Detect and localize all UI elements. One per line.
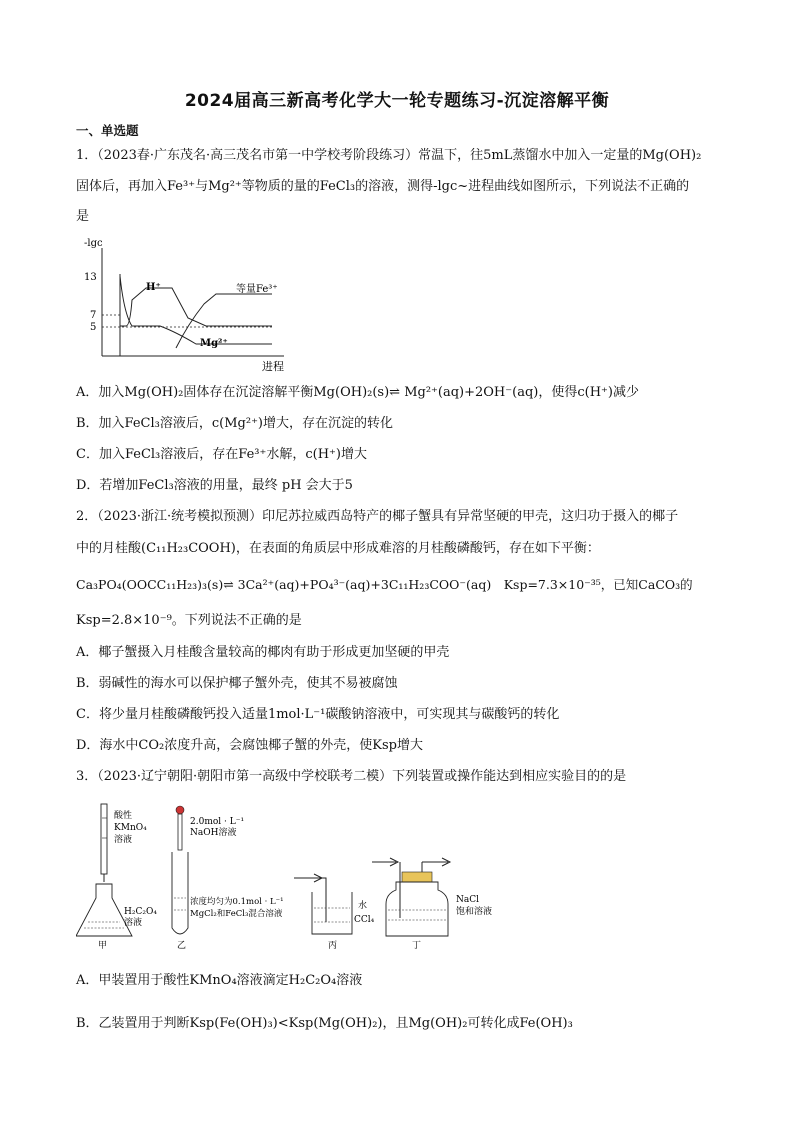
- q1-option-c: C．加入FeCl₃溶液后，存在Fe³⁺水解，c(H⁺)增大: [76, 447, 367, 462]
- q3-option-b: B．乙装置用于判断Ksp(Fe(OH)₃)<Ksp(Mg(OH)₂)，且Mg(OH)₂可转化成Fe(OH)₃: [76, 1016, 573, 1031]
- q2-stem-line4: Ksp=2.8×10⁻⁹。下列说法不正确的是: [76, 613, 302, 628]
- ding-label-2: 饱和溶液: [456, 907, 493, 917]
- bing-label-1: 水: [358, 901, 368, 911]
- jia-label-5: 溶液: [124, 918, 143, 928]
- chart-xlabel: 进程: [262, 360, 284, 373]
- label-mg: Mg²⁺: [200, 338, 228, 349]
- q1-option-d: D．若增加FeCl₃溶液的用量，最终 pH 会大于5: [76, 478, 353, 493]
- jia-label-1: 酸性: [114, 811, 133, 821]
- q3-stem-line1: 3．（2023·辽宁朝阳·朝阳市第一高级中学校联考二模）下列装置或操作能达到相应实验目的的是: [76, 769, 627, 784]
- yi-label-3: 浓度均匀为0.1mol · L⁻¹: [190, 897, 284, 907]
- chart-ylabel: -lgc: [84, 238, 103, 249]
- bing-name: 丙: [328, 941, 338, 950]
- q2-option-d: D．海水中CO₂浓度升高，会腐蚀椰子蟹的外壳，使Ksp增大: [76, 738, 423, 753]
- apparatus-bing: [294, 874, 375, 950]
- yi-name: 乙: [177, 941, 187, 950]
- yi-label-4: MgCl₂和FeCl₃混合溶液: [190, 909, 283, 919]
- ding-label-1: NaCl: [456, 895, 480, 905]
- q1-option-b: B．加入FeCl₃溶液后，c(Mg²⁺)增大，存在沉淀的转化: [76, 416, 394, 431]
- jia-label-3: 溶液: [114, 835, 133, 845]
- apparatus-jia: [76, 804, 157, 950]
- q2-stem-line3: Ca₃PO₄(OOCC₁₁H₂₃)₃(s)⇌ 3Ca²⁺(aq)+PO₄³⁻(aq)+3C₁₁H₂₃COO⁻(aq) Ksp=7.3×10⁻³⁵，已知CaCO₃的: [76, 577, 693, 592]
- apparatus-yi: [172, 806, 284, 950]
- jia-label-4: H₂C₂O₄: [124, 907, 157, 917]
- jia-name: 甲: [98, 941, 108, 950]
- label-fe: 等量Fe³⁺: [236, 284, 278, 295]
- q1-stem-line1: 1．（2023春·广东茂名·高三茂名市第一中学校考阶段练习）常温下，往5mL蒸馏水中加入一定量的Mg(OH)₂: [76, 148, 702, 163]
- q2-stem-line2: 中的月桂酸(C₁₁H₂₃COOH)，在表面的角质层中形成难溶的月桂酸磷酸钙，存在如下平衡：: [76, 541, 600, 556]
- q2-option-b: B．弱碱性的海水可以保护椰子蟹外壳，使其不易被腐蚀: [76, 676, 398, 691]
- bing-label-2: CCl₄: [354, 915, 375, 925]
- q1-option-a: A．加入Mg(OH)₂固体存在沉淀溶解平衡Mg(OH)₂(s)⇌ Mg²⁺(aq)+2OH⁻(aq)，使得c(H⁺)减少: [76, 385, 639, 400]
- ytick-7: 7: [90, 310, 97, 321]
- ytick-13: 13: [84, 272, 97, 283]
- section-heading: 一、单选题: [76, 123, 139, 138]
- label-h: H⁺: [146, 282, 161, 293]
- apparatus-ding: [372, 858, 492, 950]
- yi-label-1: 2.0mol · L⁻¹: [190, 817, 245, 827]
- jia-label-2: KMnO₄: [114, 823, 147, 833]
- q1-stem-line2: 固体后，再加入Fe³⁺与Mg²⁺等物质的量的FeCl₃的溶液，测得-lgc~进程曲线如图所示，下列说法不正确的: [76, 179, 690, 194]
- page-title: 2024届高三新高考化学大一轮专题练习-沉淀溶解平衡: [184, 91, 610, 111]
- ding-name: 丁: [412, 941, 422, 950]
- q2-option-a: A．椰子蟹摄入月桂酸含量较高的椰肉有助于形成更加坚硬的甲壳: [76, 645, 450, 660]
- q1-stem-line3: 是: [76, 209, 90, 224]
- q2-option-c: C．将少量月桂酸磷酸钙投入适量1mol·L⁻¹碳酸钠溶液中，可实现其与碳酸钙的转化: [76, 707, 560, 722]
- q3-option-a: A．甲装置用于酸性KMnO₄溶液滴定H₂C₂O₄溶液: [76, 973, 363, 988]
- q3-apparatus-figure: [76, 798, 496, 950]
- q1-curve-chart: [76, 234, 296, 374]
- q2-stem-line1: 2．（2023·浙江·统考模拟预测）印尼苏拉威西岛特产的椰子蟹具有异常坚硬的甲壳，这归功于摄入的椰子: [76, 509, 679, 524]
- ytick-5: 5: [90, 322, 97, 333]
- yi-label-2: NaOH溶液: [190, 828, 237, 838]
